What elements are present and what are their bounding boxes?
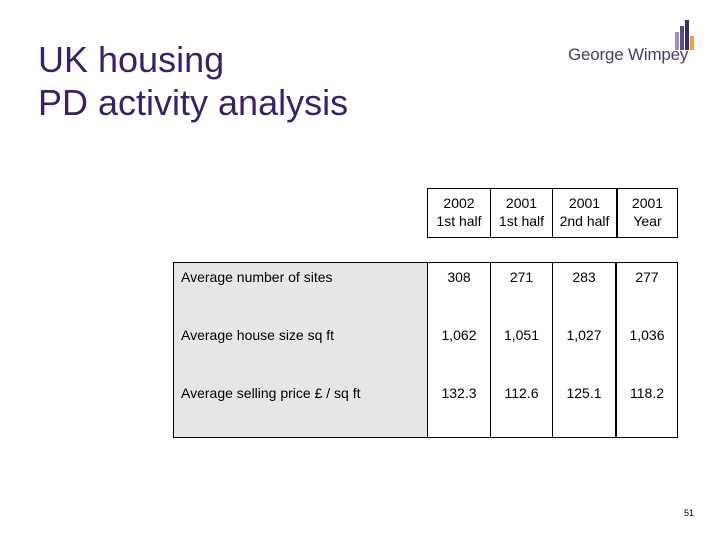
column-header-year: 2002 <box>443 195 475 211</box>
row-label: Average number of sites <box>181 269 333 285</box>
table-cell: 271 <box>509 269 534 285</box>
value-column <box>428 263 491 437</box>
table-cell: 125.1 <box>566 385 602 401</box>
column-header-period: 1st half <box>498 213 545 229</box>
company-logo <box>568 20 698 70</box>
column-header-period: Year <box>633 213 662 229</box>
value-column <box>617 263 677 437</box>
page-title <box>38 38 348 124</box>
value-column <box>491 263 553 437</box>
row-labels <box>174 263 428 437</box>
table-cell: 308 <box>447 269 471 285</box>
column-header <box>553 189 618 237</box>
table-cell: 1,036 <box>629 327 665 343</box>
table-cell: 277 <box>635 269 659 285</box>
title-line-1: UK housing <box>38 39 225 80</box>
table-cell: 132.3 <box>441 385 477 401</box>
row-label: Average house size sq ft <box>181 327 335 343</box>
table-cell: 112.6 <box>504 385 539 401</box>
logo-text: George Wimpey <box>568 45 689 64</box>
column-header-period: 1st half <box>436 213 482 229</box>
values-area <box>428 263 677 437</box>
column-header-year: 2001 <box>505 195 538 211</box>
column-header <box>618 189 677 237</box>
table-header <box>427 188 678 238</box>
table-cell: 1,051 <box>503 327 540 343</box>
table-cell: 1,062 <box>441 327 477 343</box>
table-cell: 118.2 <box>630 385 664 401</box>
column-header-year: 2001 <box>631 195 664 211</box>
table-cell: 1,027 <box>566 327 602 343</box>
column-header-year: 2001 <box>568 195 601 211</box>
column-header-period: 2nd half <box>559 213 610 229</box>
column-header <box>428 189 491 237</box>
data-table <box>173 262 678 438</box>
value-column <box>553 263 617 437</box>
table-cell: 283 <box>572 269 596 285</box>
title-line-2: PD activity analysis <box>38 82 349 123</box>
column-header <box>491 189 553 237</box>
row-label: Average selling price £ / sq ft <box>181 385 361 401</box>
page-number: 51 <box>684 508 695 518</box>
